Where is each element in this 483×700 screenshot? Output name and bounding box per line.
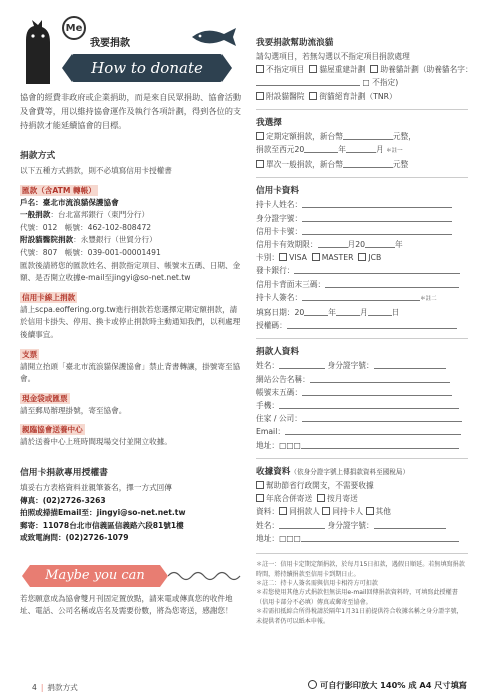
jcb-label: JCB bbox=[368, 253, 382, 263]
single-unit: 元整 bbox=[392, 160, 409, 170]
card-id-label: 身分證字號： bbox=[256, 213, 303, 223]
expiry-month-label: 月20 bbox=[347, 240, 365, 250]
card-number-label: 信用卡卡號： bbox=[256, 226, 303, 236]
store-text: 請於送養中心上班時間現場交付並開立收據。 bbox=[20, 437, 172, 447]
purpose-checkbox-1[interactable] bbox=[256, 65, 264, 73]
note1-marker: ＊註一 bbox=[386, 148, 403, 155]
signature-label: 持卡人簽名： bbox=[256, 292, 303, 302]
same-donor-label: 同捐款人 bbox=[289, 507, 320, 517]
maybe-text: 若您願意成為協會雙月刊固定置放點，請來電或傳真您的收件地址、電話、公司名稱或店名及需要份數，將為您寄送，感謝您！ bbox=[20, 593, 233, 616]
master-checkbox[interactable] bbox=[312, 253, 320, 261]
receipt-address-field[interactable] bbox=[301, 533, 459, 542]
atm-section bbox=[20, 178, 242, 285]
card-number-field[interactable] bbox=[302, 226, 452, 235]
recurring-label: 定期定額捐款，新台幣 bbox=[266, 131, 343, 141]
single-label: 單次一般捐款，新台幣 bbox=[266, 160, 343, 170]
same-holder-label: 同持卡人 bbox=[332, 507, 364, 517]
cash-tag: 現金袋或匯票 bbox=[22, 393, 68, 403]
fill-year-field[interactable] bbox=[304, 307, 328, 316]
purpose-opt-3-end: □ 不指定) bbox=[362, 78, 399, 88]
fill-month-label: 月 bbox=[359, 308, 368, 318]
master-label: MASTER bbox=[321, 253, 354, 263]
donor-section bbox=[256, 338, 468, 451]
monthly-label: 按月寄送 bbox=[327, 494, 358, 504]
general-code: 代號：012 帳號：462-102-808472 bbox=[20, 222, 152, 232]
online-tag: 信用卡線上捐款 bbox=[22, 292, 76, 302]
card-id-field[interactable] bbox=[302, 213, 452, 222]
holder-field[interactable] bbox=[302, 199, 452, 208]
receipt-data-label: 資料： bbox=[256, 507, 280, 517]
receipt-section bbox=[256, 458, 468, 545]
fill-day-field[interactable] bbox=[368, 307, 392, 316]
single-checkbox[interactable] bbox=[256, 160, 264, 168]
expiry-label: 信用卡有效期限： bbox=[256, 240, 318, 250]
page-separator: | bbox=[40, 683, 44, 692]
auth-field[interactable] bbox=[287, 320, 457, 329]
purpose-opt-2: 貓屋重建計劃 bbox=[319, 65, 366, 75]
fill-date-label: 填寫日期：20 bbox=[256, 308, 305, 318]
account-label: 帳號末五碼： bbox=[256, 387, 303, 397]
fish-icon bbox=[188, 26, 238, 48]
receipt-id-label: 身分證字號： bbox=[327, 520, 374, 530]
web-name-field[interactable] bbox=[310, 374, 450, 383]
how-to-donate-banner: How to donate bbox=[72, 54, 222, 82]
fill-year-label: 年 bbox=[328, 308, 336, 318]
card-form-heading: 信用卡捐款專用授權書 bbox=[20, 467, 108, 478]
no-receipt-label: 幫助節省行政開支，不需要收據 bbox=[266, 481, 374, 491]
page-number bbox=[32, 682, 78, 693]
note-item: ＊若您使用其他方式捐款但無法用e-mail回傳捐款資料時，可填寫此授權書（信用卡部分不必填）傳真或郵寄至協會。 bbox=[256, 589, 458, 606]
sponsor-cat-name-field[interactable] bbox=[256, 77, 360, 86]
bank-field[interactable] bbox=[294, 265, 460, 274]
receipt-name-field[interactable] bbox=[279, 520, 325, 529]
print-note bbox=[308, 680, 467, 691]
period-year-label: 年 bbox=[338, 145, 346, 155]
store-section bbox=[20, 417, 242, 449]
note2-marker: ＊註二 bbox=[420, 295, 437, 302]
clinic-label: 附設貓醫院捐款 bbox=[20, 235, 74, 245]
no-receipt-checkbox[interactable] bbox=[256, 481, 264, 489]
fax-number: 傳真：(02)2726-3263 bbox=[20, 495, 106, 505]
last3-label: 信用卡背面末三碼： bbox=[256, 279, 326, 289]
recurring-unit: 元整， bbox=[392, 131, 416, 141]
purpose-section bbox=[256, 36, 473, 103]
expiry-year-field[interactable] bbox=[365, 239, 395, 248]
purpose-checkbox-2[interactable] bbox=[309, 65, 317, 73]
methods-lead: 以下五種方式捐款，則不必填寫信用卡授權書 bbox=[20, 166, 172, 175]
cash-section bbox=[20, 386, 242, 418]
note-item: ＊註二：持卡人簽名需與信用卡相符方可扣款 bbox=[256, 579, 378, 587]
clinic-code: 代號：807 帳號：039-001-00001491 bbox=[20, 247, 161, 257]
donor-id-field[interactable] bbox=[374, 360, 446, 369]
receipt-name-label: 姓名： bbox=[256, 520, 280, 530]
visa-label: VISA bbox=[289, 253, 307, 263]
donor-heading: 捐款人資料 bbox=[256, 347, 299, 358]
donor-name-label: 姓名： bbox=[256, 361, 280, 371]
donor-address-field[interactable] bbox=[301, 440, 459, 449]
jcb-checkbox[interactable] bbox=[358, 253, 366, 261]
period-year-field[interactable] bbox=[304, 144, 338, 153]
general-label: 一般捐款 bbox=[20, 210, 51, 220]
maybe-you-can bbox=[20, 559, 242, 593]
receipt-id-field[interactable] bbox=[374, 520, 446, 529]
expiry-year-label: 年 bbox=[395, 240, 403, 250]
monthly-checkbox[interactable] bbox=[317, 494, 325, 502]
choice-heading: 我選擇 bbox=[256, 117, 282, 128]
holder-label: 持卡人姓名： bbox=[256, 200, 303, 210]
methods-heading: 捐款方式 bbox=[20, 151, 56, 161]
check-tag: 支票 bbox=[22, 349, 38, 359]
other-checkbox[interactable] bbox=[366, 507, 374, 515]
same-holder-checkbox[interactable] bbox=[322, 507, 330, 515]
donor-name-field[interactable] bbox=[279, 360, 325, 369]
purpose-opt-5: 街貓絕育計劃（TNR） bbox=[319, 91, 397, 101]
note-item: ＊若需扣抵綜合所得稅請於隔年1月31日前提供符合收據名稱之身分證字號，未提供者仍可以紙本申報。 bbox=[256, 608, 463, 625]
mobile-field[interactable] bbox=[279, 400, 459, 409]
receipt-heading: 收據資料 bbox=[256, 466, 291, 477]
wave-decoration-icon bbox=[168, 569, 244, 583]
purpose-checkbox-3[interactable] bbox=[370, 65, 378, 73]
donor-email-label: Email： bbox=[256, 427, 286, 437]
signature-field[interactable] bbox=[302, 292, 420, 301]
donor-address-label: 地址：□□□ bbox=[256, 440, 301, 450]
cash-text: 請至郵局辦理掛號，寄至協會。 bbox=[20, 405, 127, 415]
scissors-icon bbox=[308, 680, 317, 689]
period-label: 捐款至西元20 bbox=[256, 145, 305, 155]
general-bank: ：台北富邦銀行（東門分行） bbox=[50, 210, 150, 220]
print-note-text: 可自行影印放大 140% 成 A4 尺寸填寫 bbox=[320, 680, 467, 690]
period-month-field[interactable] bbox=[346, 144, 376, 153]
period-month-label: 月 bbox=[375, 145, 384, 155]
visa-checkbox[interactable] bbox=[279, 253, 287, 261]
purpose-lead: 請勾選項目，若無勾選以不指定項目捐款處理 bbox=[256, 52, 410, 61]
maybe-banner: Maybe you can bbox=[30, 565, 160, 587]
intro-text: 協會的經費非政府或企業捐助，而是來自民眾捐助、協會活動及會費等，用以維持協會運作及執行各項計劃，得到各位的支持捐款才能延續協會的目標。 bbox=[20, 92, 242, 130]
home-label: 住家 / 公司： bbox=[256, 414, 302, 424]
fill-day-label: 日 bbox=[391, 308, 400, 318]
online-text: 請上scpa.eoffering.org.tw進行捐款若您選擇定期定額捐款，請於信用卡掛失、停用、換卡或停止捐款時主動通知我們，以利處理後續事宜。 bbox=[20, 304, 241, 339]
card-section bbox=[256, 177, 468, 332]
recurring-amount-field[interactable] bbox=[343, 131, 393, 140]
donation-form bbox=[256, 36, 473, 626]
card-form-text: 填妥右方表格資料並親筆簽名，擇一方式回傳 bbox=[20, 482, 172, 492]
mail-address: 郵寄：11078台北市信義區信義路六段81號1樓 bbox=[20, 520, 184, 530]
purpose-checkbox-4[interactable] bbox=[256, 92, 264, 100]
note-item: ＊註一：信用卡定期定額捐款，於每月15日扣款，遇假日順延。若無填寫捐款時間，將持續捐款至信用卡到期日止。 bbox=[256, 561, 465, 578]
hero-header bbox=[20, 16, 242, 88]
fill-month-field[interactable] bbox=[336, 307, 360, 316]
same-donor-checkbox[interactable] bbox=[279, 507, 287, 515]
recurring-checkbox[interactable] bbox=[256, 132, 264, 140]
phone-number: 或致電詢問：(02)2726-1079 bbox=[20, 533, 129, 543]
other-label: 其他 bbox=[375, 507, 391, 517]
check-section bbox=[20, 342, 242, 386]
purpose-checkbox-5[interactable] bbox=[309, 92, 317, 100]
atm-tag: 匯款（含ATM 轉帳） bbox=[22, 185, 96, 195]
card-type-label: 卡別： bbox=[256, 253, 280, 263]
expiry-month-field[interactable] bbox=[318, 239, 348, 248]
auth-label: 授權碼： bbox=[256, 321, 287, 331]
purpose-heading: 我要捐款幫助流浪貓 bbox=[256, 38, 334, 48]
receipt-heading-note: （依身分證字號上傳捐款資料至國稅局） bbox=[290, 467, 410, 476]
choice-section bbox=[256, 109, 468, 172]
cat-illustration-icon bbox=[20, 20, 54, 84]
donor-id-label: 身分證字號： bbox=[327, 361, 374, 371]
account-name: 戶名：臺北市流浪貓保護協會 bbox=[20, 197, 119, 207]
single-amount-field[interactable] bbox=[343, 159, 393, 168]
store-tag: 親臨協會送養中心 bbox=[22, 425, 83, 435]
web-name-label: 網站公告名稱： bbox=[256, 374, 310, 384]
purpose-opt-1: 不指定項目 bbox=[266, 65, 305, 75]
purpose-opt-4: 附設貓醫院 bbox=[266, 91, 305, 101]
page-number-value: 4 bbox=[32, 683, 37, 692]
yearly-checkbox[interactable] bbox=[256, 494, 264, 502]
receipt-address-label: 地址：□□□ bbox=[256, 533, 301, 543]
page-section: 捐款方式 bbox=[47, 683, 78, 692]
hero-title: 我要捐款 bbox=[90, 38, 130, 49]
check-text: 請開立抬頭「臺北市流浪貓保護協會」禁止背書轉讓，掛號寄至協會。 bbox=[20, 361, 241, 384]
online-section bbox=[20, 285, 242, 342]
left-column bbox=[20, 16, 242, 618]
account-field[interactable] bbox=[302, 387, 452, 396]
purpose-opt-3: 助養貓計劃（助養貓名字： bbox=[380, 65, 473, 75]
donor-email-field[interactable] bbox=[285, 426, 461, 435]
page-footer bbox=[0, 676, 483, 700]
yearly-label: 年底合併寄送 bbox=[266, 494, 313, 504]
mobile-label: 手機： bbox=[256, 401, 280, 411]
home-field[interactable] bbox=[302, 413, 462, 422]
bank-label: 發卡銀行： bbox=[256, 266, 295, 276]
form-notes bbox=[256, 553, 468, 626]
clinic-bank: ：永豐銀行（世貿分行） bbox=[73, 235, 157, 245]
me-badge: Me bbox=[62, 16, 86, 40]
atm-note: 匯款後請將您的匯款姓名、捐款指定項目、帳號末五碼、日期、金額、是否開立收據e-mail至jingyi@so-net.net.tw bbox=[20, 260, 241, 283]
last3-field[interactable] bbox=[325, 279, 459, 288]
card-heading: 信用卡資料 bbox=[256, 186, 299, 197]
email-address: 拍照或掃描Email至：jingyi@so-net.net.tw bbox=[20, 508, 186, 518]
